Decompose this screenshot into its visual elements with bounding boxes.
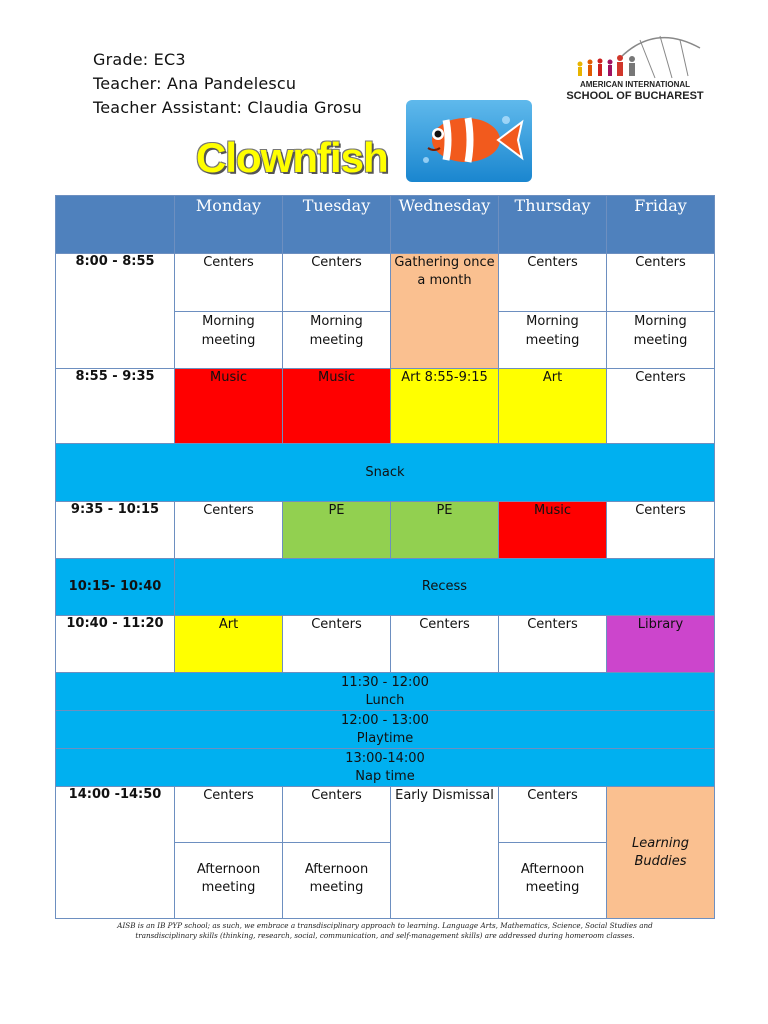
schedule-cell: Music: [175, 369, 283, 444]
footnote: AISB is an IB PYP school; as such, we embrace a transdisciplinary approach to learning. Language Arts, Mathematics, Science, Social Studies and transdisciplinary skills (thinking, research, social, communication, and self-management skills) are addressed during homeroom classes.: [117, 921, 653, 940]
schedule-cell: Music: [499, 502, 607, 559]
table-row: [56, 559, 715, 616]
schedule-cell: Centers: [175, 787, 283, 843]
schedule-cell: Centers: [283, 616, 391, 673]
schedule-cell: Centers: [607, 502, 715, 559]
table-row: [56, 444, 715, 502]
day-thursday: Thursday: [499, 196, 607, 254]
schedule-cell: Library: [607, 616, 715, 673]
schedule-cell: Art 8:55-9:15: [391, 369, 499, 444]
schedule-cell: Afternoon meeting: [283, 843, 391, 919]
time-slot: 14:00 -14:50: [56, 787, 175, 919]
assistant-label: Teacher Assistant: Claudia Grosu: [93, 98, 362, 117]
schedule-cell: Centers: [283, 254, 391, 312]
schedule-cell: Centers: [391, 616, 499, 673]
school-logo: [560, 28, 710, 108]
schedule-cell: Morning meeting: [283, 312, 391, 369]
day-header-row: [56, 196, 715, 254]
schedule-cell: Centers: [283, 787, 391, 843]
schedule-cell: Afternoon meeting: [175, 843, 283, 919]
playtime-label: Playtime: [356, 730, 414, 746]
schedule-cell: Centers: [175, 254, 283, 312]
nap-banner: [56, 749, 715, 787]
lunch-time: 11:30 - 12:00: [341, 674, 429, 690]
table-row: [56, 369, 715, 444]
schedule-cell: Music: [283, 369, 391, 444]
time-slot: 10:40 - 11:20: [56, 616, 175, 673]
lunch-banner: [56, 673, 715, 711]
day-monday: Monday: [175, 196, 283, 254]
schedule-cell: Art: [175, 616, 283, 673]
table-row: [56, 787, 715, 843]
schedule-cell: Learning Buddies: [607, 787, 715, 919]
day-wednesday: Wednesday: [391, 196, 499, 254]
schedule-cell: Gathering once a month: [391, 254, 499, 369]
schedule-cell: Centers: [499, 787, 607, 843]
table-row: [56, 673, 715, 711]
day-friday: Friday: [607, 196, 715, 254]
table-row: [56, 254, 715, 312]
time-slot: 8:55 - 9:35: [56, 369, 175, 444]
table-row: [56, 749, 715, 787]
schedule-cell: Centers: [607, 369, 715, 444]
schedule-cell: Centers: [499, 254, 607, 312]
clownfish-icon: [406, 100, 532, 182]
school-figures-logo-icon: [560, 28, 710, 83]
nap-time: 13:00-14:00: [345, 750, 425, 766]
schedule-cell: Morning meeting: [175, 312, 283, 369]
schedule-table: [55, 195, 715, 919]
class-title: Clownfish: [196, 134, 388, 181]
header-corner: [56, 196, 175, 254]
table-row: [56, 502, 715, 559]
time-slot: 10:15- 10:40: [56, 559, 175, 616]
schedule-cell: Morning meeting: [607, 312, 715, 369]
schedule-cell: Art: [499, 369, 607, 444]
schedule-cell: Afternoon meeting: [499, 843, 607, 919]
day-tuesday: Tuesday: [283, 196, 391, 254]
playtime-banner: [56, 711, 715, 749]
schedule-cell: Morning meeting: [499, 312, 607, 369]
time-slot: 8:00 - 8:55: [56, 254, 175, 369]
schedule-cell: Centers: [175, 502, 283, 559]
logo-text-line2: SCHOOL OF BUCHAREST: [566, 90, 704, 102]
lunch-label: Lunch: [365, 692, 405, 708]
schedule-cell: Early Dismissal: [391, 787, 499, 919]
snack-banner: Snack: [56, 444, 715, 502]
clownfish-picture: [406, 100, 532, 182]
table-row: [56, 711, 715, 749]
logo-text-line1: AMERICAN INTERNATIONAL: [579, 80, 691, 89]
schedule-cell: PE: [283, 502, 391, 559]
time-slot: 9:35 - 10:15: [56, 502, 175, 559]
recess-banner: Recess: [175, 559, 715, 616]
schedule-cell: Centers: [499, 616, 607, 673]
schedule-cell: Centers: [607, 254, 715, 312]
teacher-label: Teacher: Ana Pandelescu: [93, 74, 297, 93]
schedule-cell: PE: [391, 502, 499, 559]
grade-label: Grade: EC3: [93, 50, 186, 69]
playtime-time: 12:00 - 13:00: [341, 712, 429, 728]
table-row: [56, 616, 715, 673]
nap-label: Nap time: [355, 768, 415, 784]
